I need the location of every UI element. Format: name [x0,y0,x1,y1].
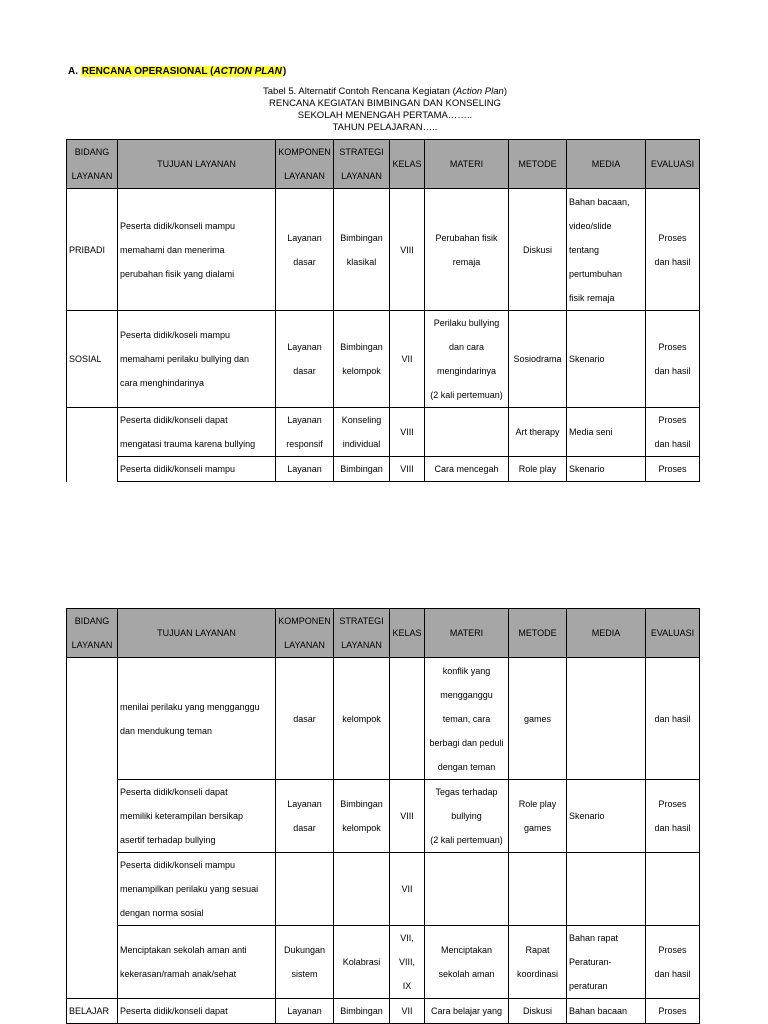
header-strategi: STRATEGI LAYANAN [334,140,390,189]
header-bidang: BIDANG LAYANAN [67,140,118,189]
action-plan-table-1 [66,139,700,482]
cell-komponen: dasar [276,658,334,780]
table-row [67,408,700,457]
cell-materi-empty [425,853,509,926]
caption-line-3: SEKOLAH MENENGAH PERTAMA…….. [297,110,473,121]
cell-media: Skenario [567,457,646,482]
table-header-row [67,140,700,189]
table-row [67,457,700,482]
caption-line-2: RENCANA KEGIATAN BIMBINGAN DAN KONSELING [269,98,501,109]
action-plan-table-2 [66,608,700,1024]
cell-tujuan: Peserta didik/konseli dapat memiliki keterampilan bersikap asertif terhadap bullying [118,780,276,853]
cell-komponen: Dukungan sistem [276,926,334,999]
cell-komponen: Layanan responsif [276,408,334,457]
cell-kelas: VII, VIII, IX [390,926,425,999]
cell-materi: Cara mencegah [425,457,509,482]
cell-evaluasi: Proses dan hasil [646,408,700,457]
header-strategi: STRATEGI LAYANAN [334,609,390,658]
cell-materi: konflik yang mengganggu teman, cara berbagi dan peduli dengan teman [425,658,509,780]
cell-evaluasi: dan hasil [646,658,700,780]
cell-metode: Rapat koordinasi [509,926,567,999]
header-komponen: KOMPONEN LAYANAN [276,609,334,658]
header-kelas: KELAS [390,140,425,189]
cell-bidang: BELAJAR [67,999,118,1024]
cell-metode-empty [509,853,567,926]
header-media: MEDIA [567,140,646,189]
cell-tujuan: Peserta didik/konseli mampu menampilkan perilaku yang sesuai dengan norma sosial [118,853,276,926]
cell-kelas: VII [390,311,425,408]
cell-bidang: SOSIAL [67,311,118,408]
cell-komponen: Layanan dasar [276,311,334,408]
cell-kelas: VIII [390,189,425,311]
cell-komponen-empty [276,853,334,926]
cell-metode: Art therapy [509,408,567,457]
cell-materi: Cara belajar yang [425,999,509,1024]
cell-materi-empty [425,408,509,457]
cell-media: Skenario [567,311,646,408]
cell-kelas: VIII [390,780,425,853]
cell-strategi: kelompok [334,658,390,780]
header-bidang: BIDANG LAYANAN [67,609,118,658]
table-row [67,926,700,999]
header-materi: MATERI [425,140,509,189]
cell-media: Media seni [567,408,646,457]
table-row [67,189,700,311]
table-row [67,853,700,926]
cell-evaluasi: Proses [646,999,700,1024]
caption-line-1: Tabel 5. Alternatif Contoh Rencana Kegiatan (Action Plan) [263,86,507,97]
cell-kelas: VIII [390,408,425,457]
table-row [67,311,700,408]
cell-strategi: Konseling individual [334,408,390,457]
cell-komponen: Layanan [276,999,334,1024]
header-komponen: KOMPONEN LAYANAN [276,140,334,189]
heading-prefix: A. [68,66,78,77]
cell-metode: Sosiodrama [509,311,567,408]
cell-evaluasi: Proses dan hasil [646,311,700,408]
section-heading: A. RENCANA OPERASIONAL (ACTION PLAN) [68,66,287,77]
cell-strategi: Bimbingan kelompok [334,311,390,408]
table-row [67,658,700,780]
table-row [67,999,700,1024]
header-media: MEDIA [567,609,646,658]
cell-tujuan: Peserta didik/konseli mampu memahami dan menerima perubahan fisik yang dialami [118,189,276,311]
cell-bidang-empty [67,658,118,999]
cell-media: Bahan bacaan, video/slide tentang pertumbuhan fisik remaja [567,189,646,311]
header-tujuan: TUJUAN LAYANAN [118,140,276,189]
cell-kelas: VII [390,999,425,1024]
header-evaluasi: EVALUASI [646,140,700,189]
cell-metode: games [509,658,567,780]
cell-media-empty [567,853,646,926]
cell-strategi: Bimbingan [334,457,390,482]
cell-materi: Tegas terhadap bullying (2 kali pertemuan) [425,780,509,853]
cell-evaluasi: Proses dan hasil [646,780,700,853]
cell-evaluasi: Proses dan hasil [646,189,700,311]
cell-tujuan: Peserta didik/konseli dapat mengatasi trauma karena bullying [118,408,276,457]
cell-metode: Role play games [509,780,567,853]
header-metode: METODE [509,140,567,189]
cell-komponen: Layanan dasar [276,780,334,853]
table-caption [180,86,590,134]
cell-materi: Perubahan fisik remaja [425,189,509,311]
cell-kelas: VIII [390,457,425,482]
header-tujuan: TUJUAN LAYANAN [118,609,276,658]
table-row [67,780,700,853]
cell-bidang: PRIBADI [67,189,118,311]
cell-tujuan: Peserta didik/konseli mampu [118,457,276,482]
cell-strategi: Kolabrasi [334,926,390,999]
cell-kelas-empty [390,658,425,780]
cell-metode: Diskusi [509,999,567,1024]
cell-tujuan: Peserta didik/konseli dapat [118,999,276,1024]
cell-tujuan: menilai perilaku yang mengganggu dan mendukung teman [118,658,276,780]
cell-tujuan: Peserta didik/koseli mampu memahami perilaku bullying dan cara menghindarinya [118,311,276,408]
cell-metode: Diskusi [509,189,567,311]
cell-tujuan: Menciptakan sekolah aman anti kekerasan/ramah anak/sehat [118,926,276,999]
cell-media: Bahan rapat Peraturan- peraturan [567,926,646,999]
cell-bidang-empty [67,408,118,457]
cell-strategi: Bimbingan kelompok [334,780,390,853]
cell-strategi: Bimbingan [334,999,390,1024]
header-kelas: KELAS [390,609,425,658]
cell-media: Bahan bacaan [567,999,646,1024]
cell-kelas: VII [390,853,425,926]
cell-bidang-empty [67,457,118,482]
heading-highlight: RENCANA OPERASIONAL (ACTION PLAN [81,66,282,77]
header-materi: MATERI [425,609,509,658]
header-metode: METODE [509,609,567,658]
table-header-row [67,609,700,658]
cell-materi: Menciptakan sekolah aman [425,926,509,999]
cell-materi: Perilaku bullying dan cara mengindarinya (2 kali pertemuan) [425,311,509,408]
cell-media: Skenario [567,780,646,853]
cell-metode: Role play [509,457,567,482]
cell-evaluasi: Proses [646,457,700,482]
cell-strategi: Bimbingan klasikal [334,189,390,311]
cell-komponen: Layanan [276,457,334,482]
cell-evaluasi-empty [646,853,700,926]
cell-evaluasi: Proses dan hasil [646,926,700,999]
cell-strategi-empty [334,853,390,926]
caption-line-4: TAHUN PELAJARAN….. [332,122,438,133]
cell-media-empty [567,658,646,780]
cell-komponen: Layanan dasar [276,189,334,311]
header-evaluasi: EVALUASI [646,609,700,658]
